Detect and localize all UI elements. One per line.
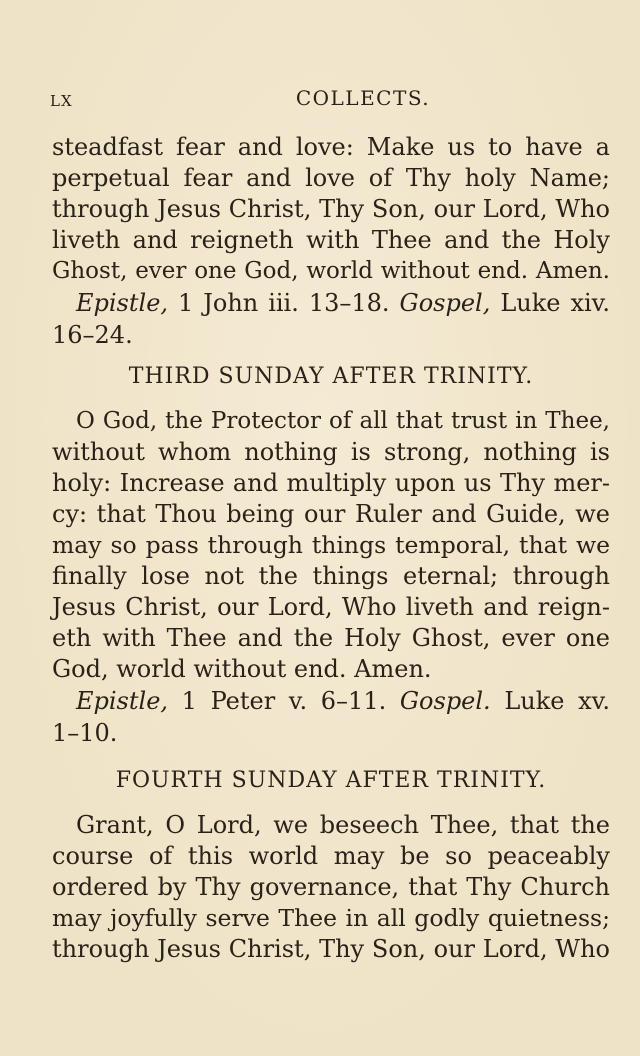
page-header — [50, 86, 616, 116]
epistle-label: Epistle, — [76, 687, 169, 715]
text-line: eth with Thee and the Holy Ghost, ever one — [52, 624, 610, 652]
lessons-line — [76, 686, 610, 716]
text-line: steadfast fear and love: Make us to have a — [52, 133, 610, 161]
text-line: Ghost, ever one God, world without end. Amen. — [52, 258, 610, 284]
text-line: liveth and reigneth with Thee and the Holy — [52, 226, 610, 254]
lessons-line-continued: 1–10. — [52, 719, 118, 747]
epistle-label: Epistle, — [76, 289, 169, 317]
text-line: through Jesus Christ, Thy Son, our Lord, Who — [52, 195, 610, 223]
text-line: perpetual fear and love of Thy holy Name; — [52, 164, 610, 192]
text-line: course of this world may be so peaceably — [52, 842, 610, 870]
gospel-label: Gospel. — [399, 687, 491, 715]
text-line: may joyfully serve Thee in all godly quietness; — [52, 904, 610, 932]
text-line: holy: Increase and multiply upon us Thy mer- — [52, 469, 610, 497]
text-line: through Jesus Christ, Thy Son, our Lord, Who — [52, 935, 610, 963]
text-line: God, world without end. Amen. — [52, 655, 432, 683]
text-line: Grant, O Lord, we beseech Thee, that the — [76, 811, 610, 839]
epistle-reference: 1 Peter v. 6–11. — [181, 687, 387, 715]
text-line: cy: that Thou being our Ruler and Guide, we — [52, 500, 610, 528]
text-line: ordered by Thy governance, that Thy Church — [52, 873, 610, 901]
lessons-line — [76, 288, 610, 318]
gospel-reference: Luke xv. — [504, 687, 610, 715]
gospel-reference: Luke xiv. — [500, 289, 610, 317]
section-heading-third-sunday: THIRD SUNDAY AFTER TRINITY. — [128, 364, 534, 389]
gospel-label: Gospel, — [399, 289, 491, 317]
text-line: finally lose not the things eternal; through — [52, 562, 610, 590]
text-line: without whom nothing is strong, nothing is — [52, 438, 610, 466]
page-number: LX — [50, 92, 73, 110]
epistle-reference: 1 John iii. 13–18. — [178, 289, 390, 317]
section-heading-fourth-sunday: FOURTH SUNDAY AFTER TRINITY. — [115, 768, 547, 793]
text-line: O God, the Protector of all that trust in Thee, — [76, 408, 610, 434]
running-title: COLLECTS. — [295, 86, 431, 110]
text-line: may so pass through things temporal, that we — [52, 531, 610, 559]
lessons-line-continued: 16–24. — [52, 321, 133, 349]
text-line: Jesus Christ, our Lord, Who liveth and reign- — [52, 593, 610, 621]
